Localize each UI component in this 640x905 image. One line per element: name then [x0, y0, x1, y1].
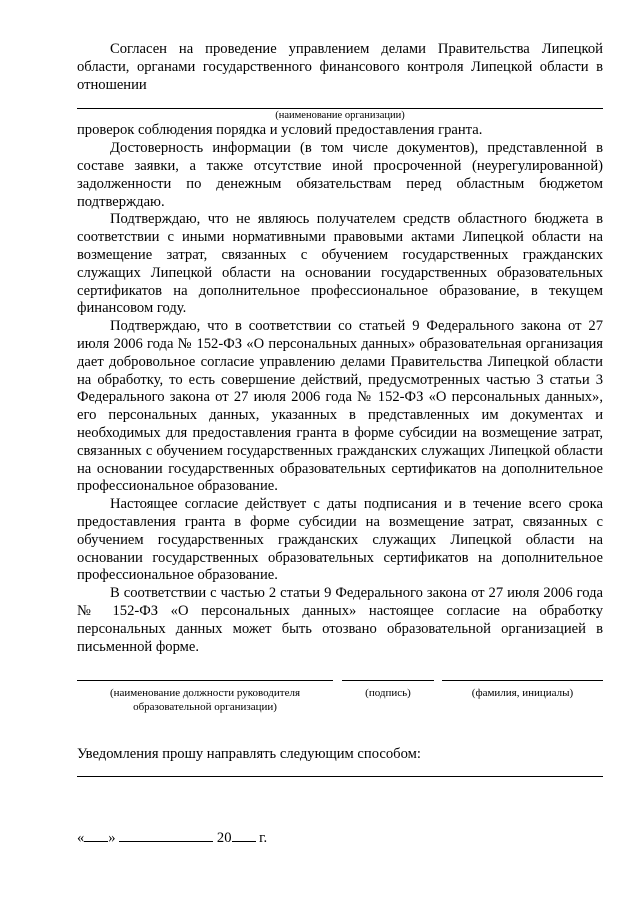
signature-caption: (подпись) [365, 687, 411, 699]
notification-block [77, 745, 603, 777]
paragraph-consent-to-inspection: Согласен на проведение управлением делами Правительства Липецкой области, органами государственного финансового контроля Липецкой области в отношении [77, 41, 603, 93]
paragraph-consent-revocation: В соответствии с частью 2 статьи 9 Федерального закона от 27 июля 2006 года № 152-ФЗ «О персональных данных» настоящее согласие на обработку персональных данных может быть отозвано образовательной организацией в письменной форме. [77, 585, 603, 655]
organization-name-field[interactable] [77, 95, 603, 109]
consent-body [77, 41, 603, 656]
date-line [77, 827, 267, 847]
paragraph-not-budget-recipient: Подтверждаю, что не являюсь получателем средств областного бюджета в соответствии с иными нормативными правовыми актами Липецкой области на возмещение затрат, связанных с обучением государственных гражданских служащих Липецкой области на основании государственных образовательных сертификатов на дополнительное профессиональное образование, в текущем финансовом году. [77, 211, 603, 317]
paragraph-personal-data-consent: Подтверждаю, что в соответствии со статьей 9 Федерального закона от 27 июля 2006 года № 152-ФЗ «О персональных данных» образовательная организация дает добровольное согласие управлению делами Правительства Липецкой области на обработку, то есть совершение действий, предусмотренных частью 3 статьи 3 Федерального закона от 27 июля 2006 года № 152-ФЗ «О персональных данных», его персональных данных, указанных в представленных им документах и необходимых для предоставления гранта в форме субсидии на возмещение затрат, связанных с обучением государственных гражданских служащих Липецкой области на основании государственных образовательных сертификатов на дополнительное профессиональное образование. [77, 318, 603, 495]
full-name-caption: (фамилия, инициалы) [471, 687, 574, 699]
year-field[interactable] [232, 827, 256, 842]
date-close-quote: » [108, 830, 116, 846]
position-caption: (наименование должности руководителя образовательной организации) [109, 687, 301, 713]
year-suffix: г. [259, 830, 268, 846]
month-field[interactable] [119, 827, 213, 842]
paragraph-information-accuracy: Достоверность информации (в том числе документов), представленной в составе заявки, а также отсутствие иной просроченной (неурегулированной) задолженности по денежным обязательствам перед областным бюджетом подтверждаю. [77, 140, 603, 210]
position-field[interactable] [77, 680, 333, 681]
signature-field[interactable] [342, 680, 434, 681]
notification-method-field[interactable] [77, 764, 603, 777]
full-name-field[interactable] [442, 680, 603, 681]
organization-name-caption: (наименование организации) [275, 110, 405, 122]
date-open-quote: « [77, 830, 85, 846]
paragraph-inspection-continuation: проверок соблюдения порядка и условий предоставления гранта. [77, 122, 483, 139]
year-prefix: 20 [216, 830, 232, 846]
signature-block [77, 668, 603, 728]
paragraph-consent-validity: Настоящее согласие действует с даты подписания и в течение всего срока предоставления гранта в форме субсидии на возмещение затрат, связанных с обучением государственных гражданских служащих Липецкой области на основании государственных образовательных сертификатов на дополнительное профессиональное образование. [77, 496, 603, 584]
notification-label: Уведомления прошу направлять следующим способом: [77, 746, 421, 762]
day-field[interactable] [84, 827, 108, 842]
